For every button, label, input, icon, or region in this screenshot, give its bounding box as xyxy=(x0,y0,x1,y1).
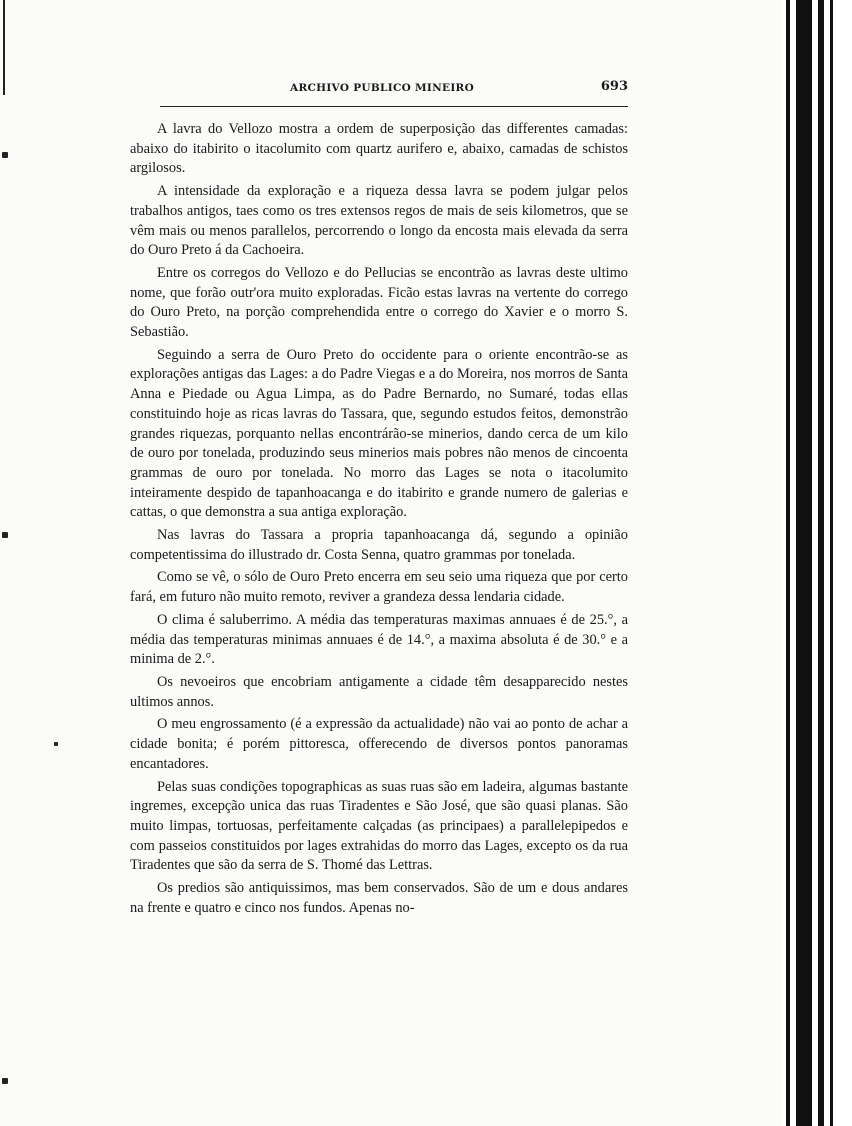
paragraph: Como se vê, o sólo de Ouro Preto encerra em seu seio uma riqueza que por certo fará, em futuro não muito remoto, reviver a grandeza dessa lendaria cidade. xyxy=(130,569,628,606)
paragraph: Nas lavras do Tassara a propria tapanhoacanga dá, segundo a opinião competentissima do illustrado dr. Costa Senna, quatro grammas por tonelada. xyxy=(130,527,628,563)
page-number: 693 xyxy=(600,79,628,94)
paragraph: Os predios são antiquissimos, mas bem conservados. São de um e dous andares na frente e quatro e cinco nos fundos. Apenas no- xyxy=(130,880,628,916)
book-binding-edge xyxy=(782,0,852,1126)
edge-mark xyxy=(2,1078,8,1084)
body-text xyxy=(130,120,628,921)
page-edge-line xyxy=(3,0,5,95)
edge-mark xyxy=(54,742,58,746)
paragraph: Entre os corregos do Vellozo e do Pellucias se encontrão as lavras deste ultimo nome, que forão outr'ora muito exploradas. Ficão estas lavras na vertente do corrego do Ouro Preto, na porção comprehendida entre o corrego do Xavier e o morro S. Sebastião. xyxy=(130,264,628,341)
paragraph: A lavra do Vellozo mostra a ordem de superposição das differentes camadas: abaixo do itabirito o itacolumito com quartz aurifero e, abaixo, camadas de schistos argilosos. xyxy=(130,121,628,177)
edge-mark xyxy=(2,532,8,538)
paragraph: O clima é saluberrimo. A média das temperaturas maximas annuaes é de 25.°, a média das temperaturas minimas annuaes é de 14.°, a maxima absoluta é de 30.° e a minima de 2.°. xyxy=(130,611,628,668)
running-title: ARCHIVO PUBLICO MINEIRO xyxy=(290,82,475,94)
paragraph: Os nevoeiros que encobriam antigamente a cidade têm desapparecido nestes ultimos annos. xyxy=(130,673,628,710)
paragraph: O meu engrossamento (é a expressão da actualidade) não vai ao ponto de achar a cidade bonita; é porém pittoresca, offerecendo de diversos pontos panoramas encantadores. xyxy=(130,716,628,772)
paragraph: Seguindo a serra de Ouro Preto do occidente para o oriente encontrão-se as explorações antigas das Lages: a do Padre Viegas e a do Moreira, nos morros de Santa Anna e Piedade ou Agua Limpa, as do Padre Bernardo, no Sumaré, todas ellas constituindo hoje as ricas lavras do Tassara, que, segundo estudos feitos, demonstrão grandes riquezas, porquanto nellas encontrárão-se minerios, dando cerca de um kilo de ouro por tonelada, produzindo seus minerios mais pobres não menos de cincoenta grammas de ouro por tonelada. No morro das Lages se nota o itacolumito inteiramente despido de tapanhoacanga e do itabirito e grande numero de galerias e cattas, o que demonstra a sua antiga exploração. xyxy=(130,346,628,521)
edge-mark xyxy=(2,152,8,158)
paragraph: Pelas suas condições topographicas as suas ruas são em ladeira, algumas bastante ingremes, excepção unica das ruas Tiradentes e São José, que são quasi planas. São muito limpas, tortuosas, perfeitamente calçadas (as principaes) a parallelepipedos e com passeios constituidos por lages extrahidas do morro das Lages, excepto os da rua Tiradentes que são da serra de S. Thomé das Lettras. xyxy=(130,778,628,874)
paragraph: A intensidade da exploração e a riqueza dessa lavra se podem julgar pelos trabalhos antigos, taes como os tres extensos regos de mais de seis kilometros, que se vêm mais ou menos parallelos, percorrendo o longo da encosta mais elevada da serra do Ouro Preto á da Cachoeira. xyxy=(130,183,628,259)
page-header xyxy=(160,78,628,107)
